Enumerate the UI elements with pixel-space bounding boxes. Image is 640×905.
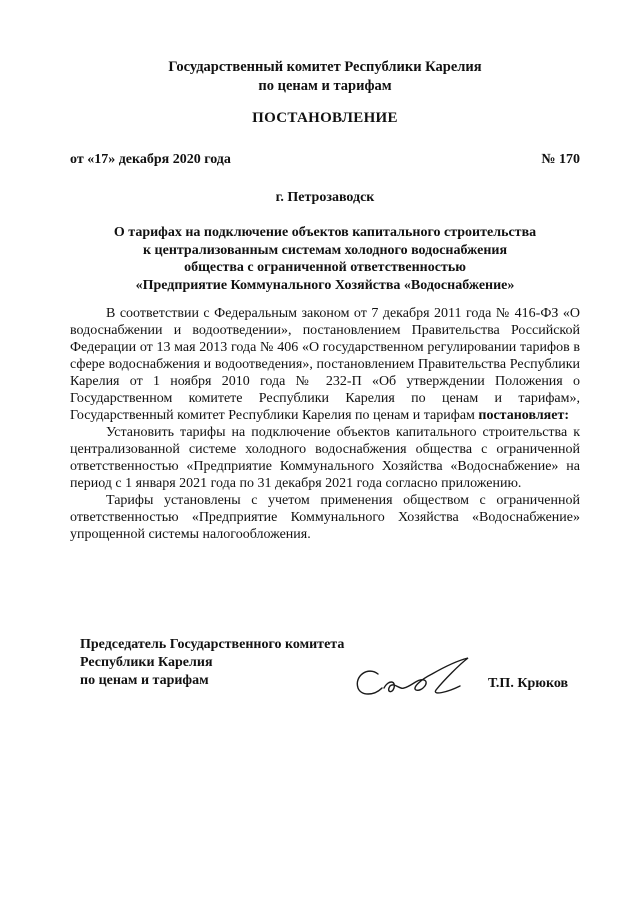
document-type: ПОСТАНОВЛЕНИЕ [252, 110, 398, 126]
org-name-line1: Государственный комитет Республики Карелия [168, 59, 482, 75]
subject-line3: общества с ограниченной ответственностью [184, 260, 466, 275]
signatory-name: Т.П. Крюков [488, 676, 569, 691]
document-body [70, 305, 580, 543]
resolve-word: постановляет: [478, 408, 570, 423]
subject-line2: к централизованным системам холодного водоснабжения [142, 242, 508, 258]
signatory-title-line1: Председатель Государственного комитета [80, 637, 345, 652]
document-subject [70, 224, 580, 294]
handwritten-signature [348, 650, 478, 706]
document-city: г. Петрозаводск [275, 190, 375, 205]
body-paragraph-tax-note: Тарифы установлены с учетом применения обществом с ограниченной ответственностью «Предприятие Коммунального Хозяйства «Водоснабжение» упрощенной системы налогообложения. [70, 493, 580, 542]
signatory-title [80, 636, 344, 690]
org-name-line2: по ценам и тарифам [258, 78, 392, 94]
document-date: от «17» декабря 2020 года [70, 152, 231, 167]
body-paragraph-preamble [70, 305, 580, 424]
date-number-line [70, 152, 580, 168]
signatory-title-line2: Республики Карелия [80, 655, 213, 670]
subject-line1: О тарифах на подключение объектов капитального строительства [113, 225, 537, 240]
issuing-organization [70, 58, 580, 96]
subject-line4: «Предприятие Коммунального Хозяйства «Водоснабжение» [135, 277, 515, 293]
preamble-text: В соответствии с Федеральным законом от 7 декабря 2011 года № 416-ФЗ «О водоснабжении и водоотведении», постановлением Правительства Российской Федерации от 13 мая 2013 года № 406 «О государственном регулировании тарифов в сфере водоснабжения и водоотведения», постановлением Правительства Республики Карелия от 1 ноября 2010 года № 232-П «Об утверждении Положения о Государственном комитете Республики Карелия по ценам и тарифам», Государственный комитет Республики Карелия по ценам и тарифам [70, 306, 580, 423]
signatory-title-line3: по ценам и тарифам [80, 673, 209, 688]
document-number: № 170 [541, 152, 580, 167]
body-paragraph-decision: Установить тарифы на подключение объектов капитального строительства к централизованной системе холодного водоснабжения общества с ограниченной ответственностью «Предприятие Коммунального Хозяйства «Водоснабжение» на период с 1 января 2021 года по 31 декабря 2021 года согласно приложению. [70, 425, 580, 491]
